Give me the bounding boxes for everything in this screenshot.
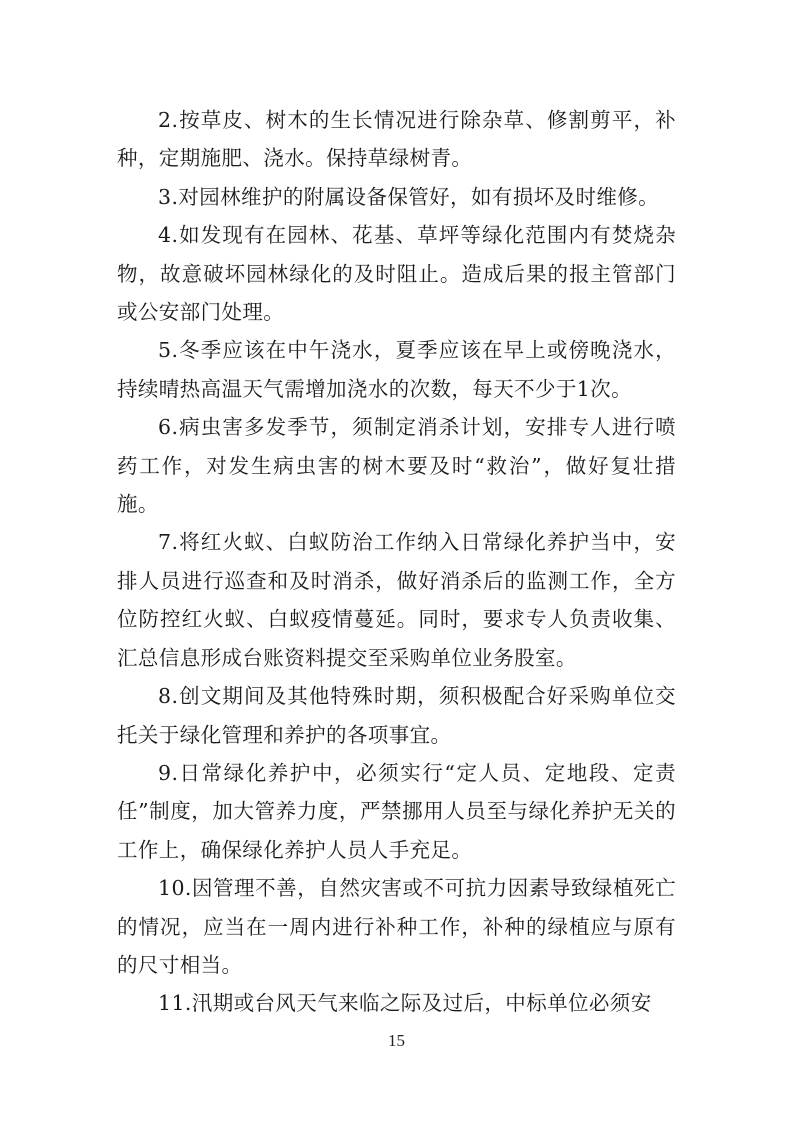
paragraph-item-9: 9.日常绿化养护中，必须实行“定人员、定地段、定责任”制度，加大管养力度，严禁挪用人员至与绿化养护无关的工作上，确保绿化养护人员人手充足。: [117, 760, 676, 862]
page-number: 15: [388, 1031, 405, 1050]
paragraph-item-7: 7.将红火蚁、白蚁防治工作纳入日常绿化养护当中，安排人员进行巡查和及时消杀，做好消杀后的监测工作，全方位防控红火蚁、白蚁疫情蔓延。同时，要求专人负责收集、汇总信息形成台账资料提交至采购单位业务股室。: [117, 530, 676, 670]
paragraph-item-11: 11.汛期或台风天气来临之际及过后，中标单位必须安: [158, 991, 652, 1016]
paragraph-item-8: 8.创文期间及其他特殊时期，须积极配合好采购单位交托关于绿化管理和养护的各项事宜。: [117, 684, 676, 747]
paragraph-item-4: 4.如发现有在园林、花基、草坪等绿化范围内有焚烧杂物，故意破坏园林绿化的及时阻止。造成后果的报主管部门或公安部门处理。: [117, 223, 676, 325]
document-body: [117, 101, 676, 1023]
paragraph-item-5: 5.冬季应该在中午浇水，夏季应该在早上或傍晚浇水，持续晴热高温天气需增加浇水的次数，每天不少于1次。: [117, 338, 676, 401]
paragraph-item-3: 3.对园林维护的附属设备保管好，如有损坏及时维修。: [158, 184, 660, 209]
paragraph-item-10: 10.因管理不善，自然灾害或不可抗力因素导致绿植死亡的情况，应当在一周内进行补种工作，补种的绿植应与原有的尺寸相当。: [117, 876, 676, 977]
paragraph-item-2: 2.按草皮、树木的生长情况进行除杂草、修割剪平，补种，定期施肥、浇水。保持草绿树青。: [117, 108, 676, 171]
paragraph-item-6: 6.病虫害多发季节，须制定消杀计划，安排专人进行喷药工作，对发生病虫害的树木要及时“救治”，做好复壮措施。: [117, 415, 676, 517]
